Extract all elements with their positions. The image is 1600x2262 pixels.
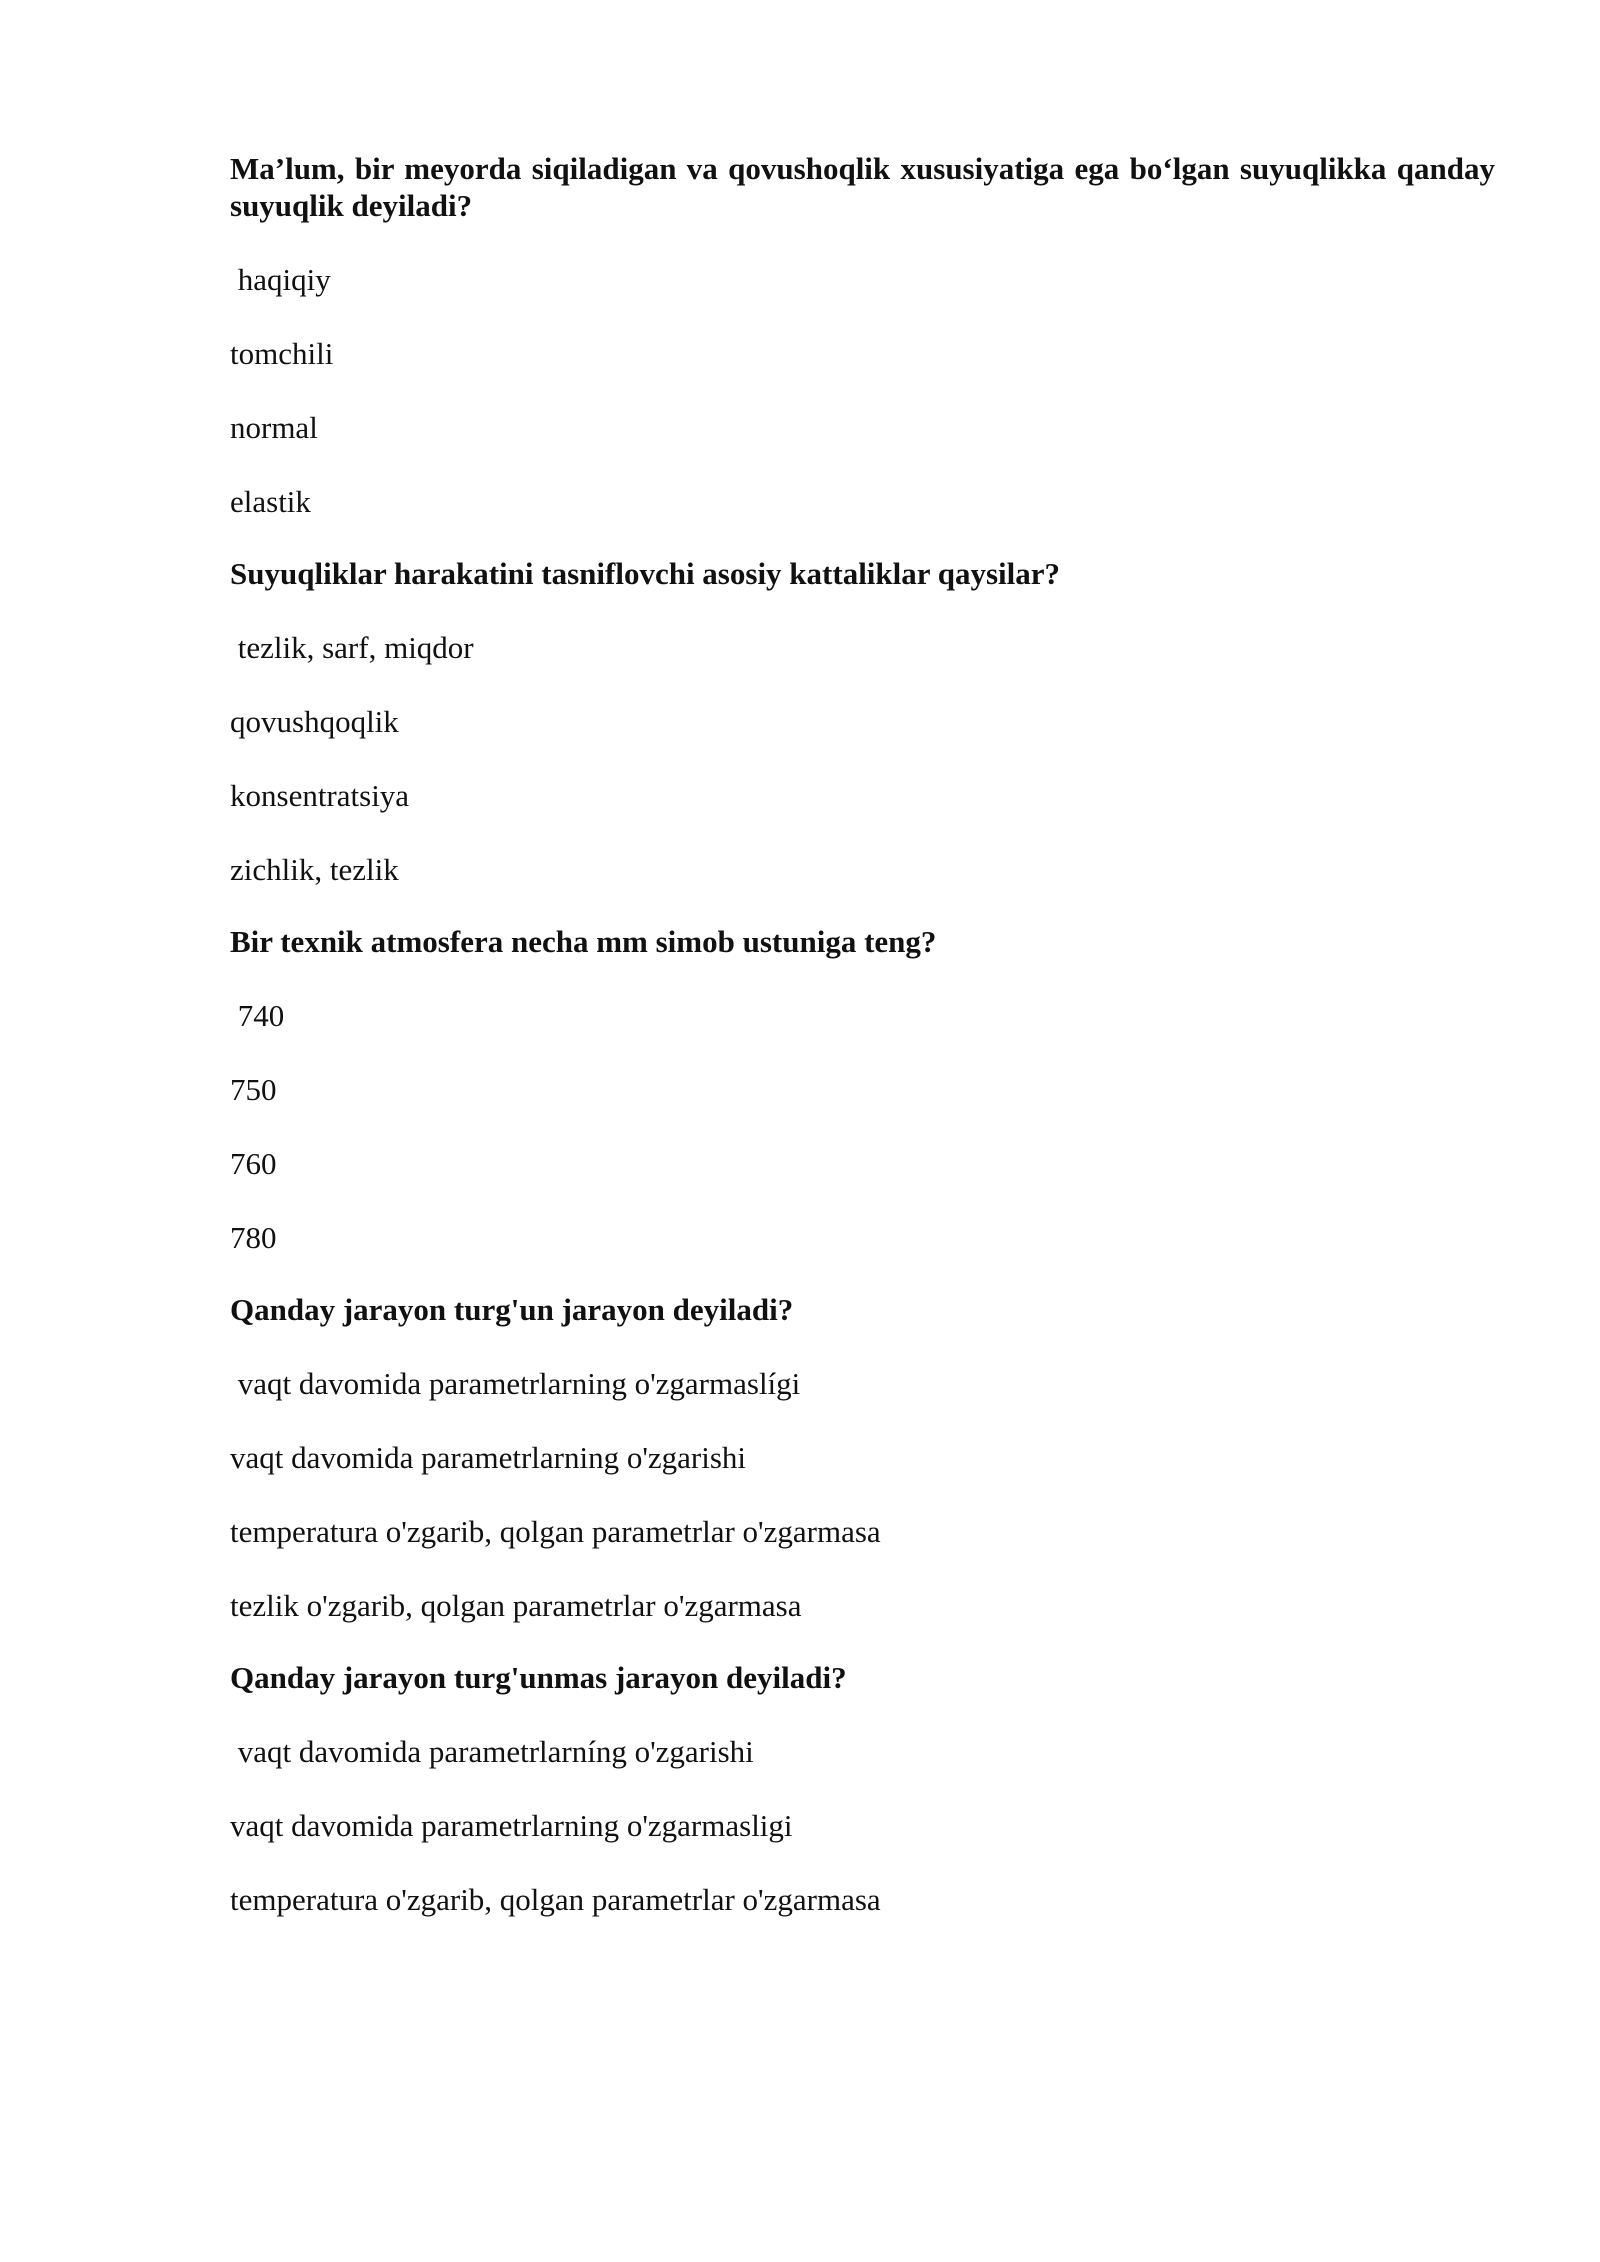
answer-option: vaqt davomida parametrlarníng o'zgarishi [230,1734,754,1769]
question-text: Suyuqliklar harakatini tasniflovchi asosiy kattaliklar qaysilar? [230,556,1061,591]
answer-option: 780 [230,1220,277,1255]
question-block-2 [230,555,1495,888]
answer-option: konsentratsiya [230,778,410,813]
answer-option: vaqt davomida parametrlarning o'zgarishi [230,1440,747,1475]
answer-option: 740 [230,998,285,1033]
question-text: Qanday jarayon turg'un jarayon deyiladi? [230,1292,794,1327]
answer-option: temperatura o'zgarib, qolgan parametrlar o'zgarmasa [230,1882,881,1917]
answer-option: tezlik o'zgarib, qolgan parametrlar o'zgarmasa [230,1588,802,1623]
answer-option: vaqt davomida parametrlarning o'zgarmaslígi [230,1366,801,1401]
answer-option: elastik [230,484,311,519]
question-text: Qanday jarayon turg'unmas jarayon deyiladi? [230,1660,847,1695]
question-text: Ma’lum, bir meyorda siqiladigan va qovushoqlik xususiyatiga ega bo‘lgan suyuqlikka qanday suyuqlik deyiladi? [230,151,1495,223]
answer-option: normal [230,410,318,445]
answer-option: qovushqoqlik [230,704,399,739]
question-block-3 [230,923,1495,1256]
answer-option: tezlik, sarf, miqdor [230,630,474,665]
answer-option: tomchili [230,336,334,371]
answer-option: temperatura o'zgarib, qolgan parametrlar o'zgarmasa [230,1514,881,1549]
answer-option: vaqt davomida parametrlarning o'zgarmasligi [230,1808,793,1843]
answer-option: 750 [230,1072,277,1107]
question-block-5 [230,1659,1495,1918]
question-block-4 [230,1291,1495,1624]
question-block-1 [230,150,1495,520]
answer-option: haqiqiy [230,262,331,297]
document-page [230,150,1495,1953]
answer-option: zichlik, tezlik [230,852,399,887]
answer-option: 760 [230,1146,277,1181]
question-text: Bir texnik atmosfera necha mm simob ustuniga teng? [230,924,937,959]
